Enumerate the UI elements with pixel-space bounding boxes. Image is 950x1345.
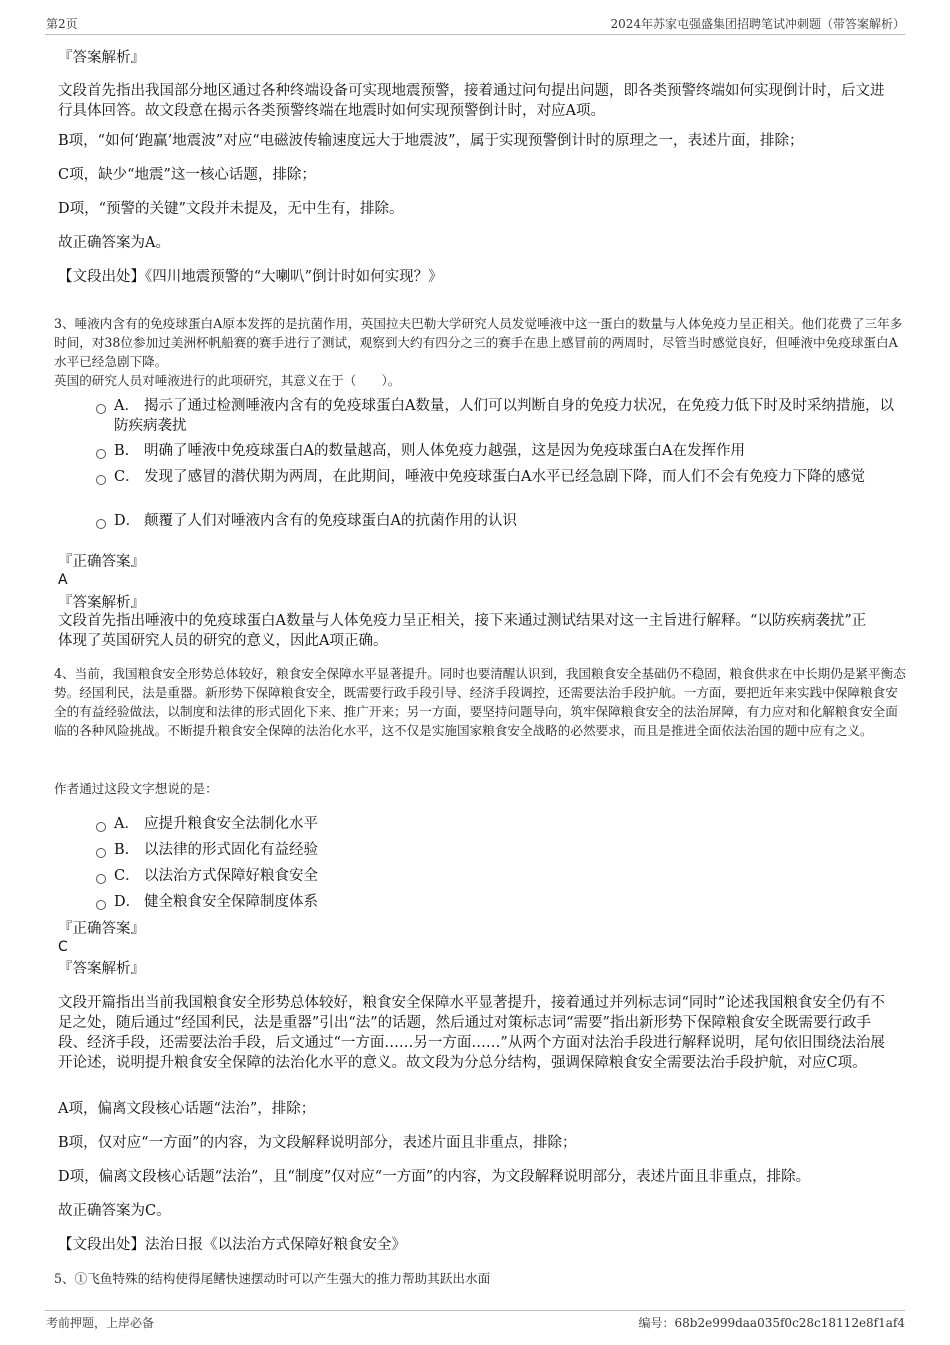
radio-button[interactable] [96, 519, 106, 529]
q4-correct-label: 『正确答案』 [58, 921, 145, 937]
q3-option-b[interactable] [96, 441, 901, 461]
page-number: 第2页 [46, 17, 78, 31]
radio-button[interactable] [96, 449, 106, 459]
q4-option-b-note: B项，仅对应“一方面”的内容，为文段解释说明部分，表述片面且非重点，排除； [58, 1135, 577, 1151]
q3-option-c[interactable] [96, 467, 901, 487]
option-letter: B. [114, 443, 130, 459]
option-letter: C． [114, 868, 140, 884]
footer-slogan: 考前押题，上岸必备 [46, 1316, 155, 1330]
option-text: 揭示了通过检测唾液内含有的免疫球蛋白A数量，人们可以判断自身的免疫力状况，在免疫力低下时及时采纳措施，以防疾病袭扰 [114, 398, 894, 434]
q2-source: 【文段出处】《四川地震预警的“大喇叭”倒计时如何实现？》 [58, 269, 443, 285]
option-letter: A． [114, 398, 139, 414]
q4-analysis-label: 『答案解析』 [58, 961, 145, 977]
q3-stem: 3、唾液内含有的免疫球蛋白A原本发挥的是抗菌作用，英国拉夫巴勒大学研究人员发觉唾液中这一蛋白的数量与人体免疫力呈正相关。他们花费了三年多时间，对38位参加过美洲杯帆船赛的赛手进行了测试，观察到大约有四分之三的赛手在患上感冒前的两周时，尽管当时感觉良好，但唾液中免疫球蛋白A水平已经急剧下降。 [54, 316, 903, 369]
q4-option-b[interactable] [96, 840, 901, 860]
option-letter: A． [114, 816, 139, 832]
document-serial-number: 编号：68b2e999daa035f0c28c18112e8f1af4 [638, 1316, 905, 1330]
option-text: 健全粮食安全保障制度体系 [144, 894, 318, 910]
option-text: 应提升粮食安全法制化水平 [144, 816, 318, 832]
option-text: 发现了感冒的潜伏期为两周，在此期间，唾液中免疫球蛋白A水平已经急剧下降，而人们不会有免疫力下降的感觉 [144, 469, 865, 485]
q4-option-a-note: A项，偏离文段核心话题“法治”，排除； [58, 1101, 316, 1117]
q4-correct-answer: C [58, 939, 68, 955]
radio-button[interactable] [96, 822, 106, 832]
q4-option-d[interactable] [96, 892, 901, 912]
q4-analysis-text: 文段开篇指出当前我国粮食安全形势总体较好，粮食安全保障水平显著提升，接着通过并列标志词“同时”论述我国粮食安全仍有不足之处，随后通过“经国利民，法是重器”引出“法”的话题，然后通过对策标志词“需要”指出新形势下保障粮食安全既需要行政手段、经济手段，还需要法治手段，后文通过“一方面……另一方面……”从两个方面对法治手段进行解释说明，尾句依旧围绕法治展开论述，说明提升粮食安全保障的法治化水平的意义。故文段为分总分结构，强调保障粮食安全需要法治手段护航，对应C项。 [58, 995, 885, 1071]
q3-option-a[interactable] [96, 396, 901, 436]
q2-analysis-label: 『答案解析』 [58, 50, 145, 66]
q3-analysis-label: 『答案解析』 [58, 595, 145, 611]
q3-analysis-text: 文段首先指出唾液中的免疫球蛋白A数量与人体免疫力呈正相关，接下来通过测试结果对这一主旨进行解释。“以防疾病袭扰”正体现了英国研究人员的研究的意义，因此A项正确。 [58, 613, 867, 649]
option-letter: B. [114, 842, 130, 858]
q3-question: 英国的研究人员对唾液进行的此项研究，其意义在于（ ）。 [54, 373, 401, 388]
q3-correct-answer: A [58, 572, 68, 588]
q3-correct-label: 『正确答案』 [58, 554, 145, 570]
option-text: 颠覆了人们对唾液内含有的免疫球蛋白A的抗菌作用的认识 [144, 513, 517, 529]
q4-stem: 4、当前，我国粮食安全形势总体较好，粮食安全保障水平显著提升。同时也要清醒认识到，我国粮食安全基础仍不稳固，粮食供求在中长期仍是紧平衡态势。经国利民，法是重器。新形势下保障粮食安全，既需要行政手段引导、经济手段调控，还需要法治手段护航。一方面，要把近年来实践中保障粮食安全的有益经验做法，以制度和法律的形式固化下来、推广开来；另一方面，要坚持问题导向，筑牢保障粮食安全的法治屏障，有力应对和化解粮食安全面临的各种风险挑战。不断提升粮食安全保障的法治化水平，这不仅是实施国家粮食安全战略的必然要求，而且是推进全面依法治国的题中应有之义。 [54, 666, 906, 738]
q4-option-d-note: D项，偏离文段核心话题“法治”，且“制度”仅对应“一方面”的内容，为文段解释说明部分，表述片面且非重点，排除。 [58, 1169, 811, 1185]
option-text: 以法治方式保障好粮食安全 [144, 868, 318, 884]
q2-option-c-note: C项，缺少“地震”这一核心话题，排除； [58, 167, 316, 183]
q4-option-c[interactable] [96, 866, 901, 886]
option-letter: D． [114, 513, 141, 529]
q2-option-d-note: D项，“预警的关键”文段并未提及，无中生有，排除。 [58, 201, 404, 217]
q4-option-a[interactable] [96, 814, 901, 834]
q5-stem: 5、①飞鱼特殊的结构使得尾鳍快速摆动时可以产生强大的推力帮助其跃出水面 [54, 1271, 491, 1286]
option-text: 明确了唾液中免疫球蛋白A的数量越高，则人体免疫力越强，这是因为免疫球蛋白A在发挥作用 [144, 443, 745, 459]
radio-button[interactable] [96, 404, 106, 414]
footer-rule [45, 1310, 905, 1311]
q4-conclusion: 故正确答案为C。 [58, 1203, 171, 1219]
option-letter: C． [114, 469, 140, 485]
q2-option-b-note: B项，“如何‘跑赢’地震波”对应“电磁波传输速度远大于地震波”，属于实现预警倒计时的原理之一，表述片面，排除； [58, 133, 804, 149]
option-letter: D． [114, 894, 141, 910]
radio-button[interactable] [96, 900, 106, 910]
option-text: 以法律的形式固化有益经验 [144, 842, 318, 858]
q4-question: 作者通过这段文字想说的是： [54, 781, 218, 796]
q2-analysis-text: 文段首先指出我国部分地区通过各种终端设备可实现地震预警，接着通过问句提出问题，即各类预警终端如何实现倒计时，后文进行具体回答。故文段意在揭示各类预警终端在地震时如何实现预警倒计时，对应A项。 [58, 83, 885, 119]
radio-button[interactable] [96, 874, 106, 884]
q2-conclusion: 故正确答案为A。 [58, 235, 170, 251]
radio-button[interactable] [96, 475, 106, 485]
header-rule [45, 34, 905, 35]
q4-source: 【文段出处】法治日报《以法治方式保障好粮食安全》 [58, 1237, 406, 1253]
radio-button[interactable] [96, 848, 106, 858]
document-title: 2024年苏家屯强盛集团招聘笔试冲刺题（带答案解析） [610, 17, 905, 31]
q3-option-d[interactable] [96, 511, 901, 531]
